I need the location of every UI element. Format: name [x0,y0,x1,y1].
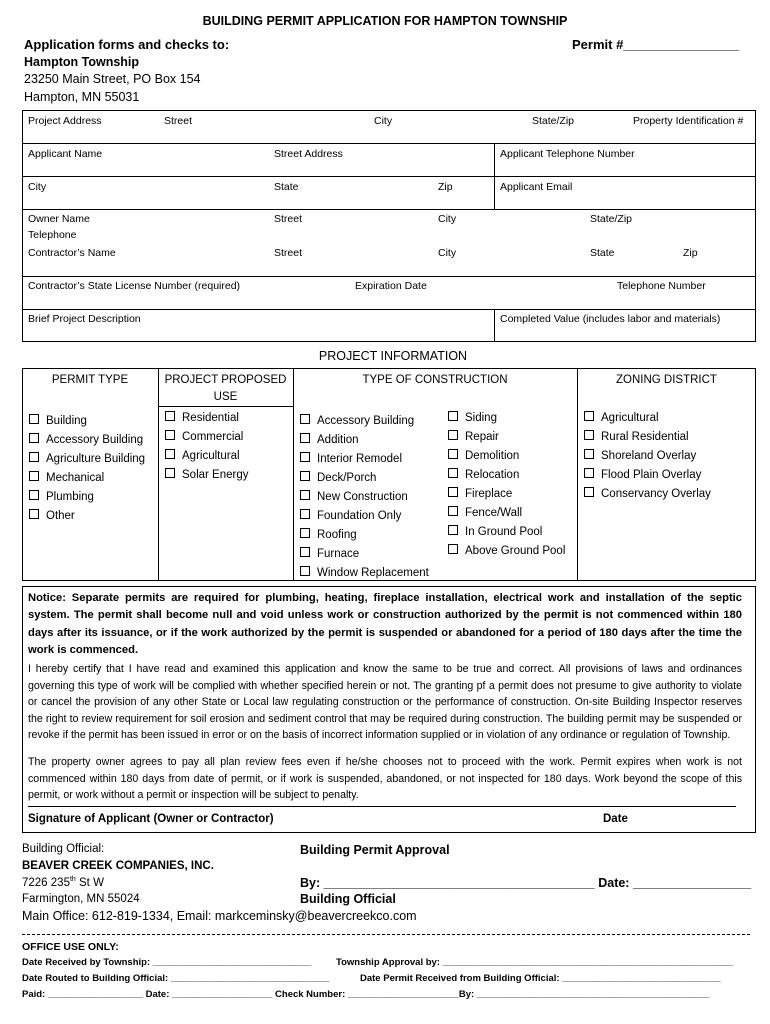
construction-repair-checkbox[interactable]: Repair [448,430,499,443]
owner-telephone-label[interactable]: Telephone [28,229,77,241]
construction-type-header: TYPE OF CONSTRUCTION [362,374,508,386]
permit-type-other-checkbox[interactable]: Other [29,509,75,522]
township-address-line1: 23250 Main Street, PO Box 154 [24,72,201,86]
office-use-divider [22,934,750,935]
office-use-title: OFFICE USE ONLY: [22,941,119,953]
construction-fence-wall-checkbox[interactable]: Fence/Wall [448,506,522,519]
zoning-district-header: ZONING DISTRICT [616,374,717,386]
project-street-label[interactable]: Street [164,115,193,127]
construction-in-ground-pool-checkbox[interactable]: In Ground Pool [448,525,542,538]
construction-furnace-checkbox[interactable]: Furnace [300,547,359,560]
row-divider [158,406,294,407]
use-solar-energy-checkbox[interactable]: Solar Energy [165,468,248,481]
payment-line-field[interactable]: Paid: __________________ Date: ___________________ Check Number: _____________________By: ____________________________________________ [22,989,710,1000]
use-residential-checkbox[interactable]: Residential [165,411,239,424]
project-info-heading: PROJECT INFORMATION [318,349,468,363]
date-received-township-field[interactable]: Date Received by Township: ______________________________ [22,957,312,968]
company-name: BEAVER CREEK COMPANIES, INC. [22,860,214,872]
fees-text: The property owner agrees to pay all plan review fees even if he/she chooses not to proceed with the work. Permit expires when work is not commenced within 180 days from date of permit, or if work is suspended, abandoned, or not inspected for 180 days. Work beyond the scope of this permit, or work without a permit or inspection will be subject to penalty. [28,756,742,802]
construction-accessory-building-checkbox[interactable]: Accessory Building [300,414,414,427]
construction-roofing-checkbox[interactable]: Roofing [300,528,357,541]
owner-city-label[interactable]: City [438,213,457,225]
contractor-name-label[interactable]: Contractor’s Name [28,247,116,259]
owner-state-zip-label[interactable]: State/Zip [590,213,633,225]
township-address-line2: Hampton, MN 55031 [24,90,140,104]
col-divider [577,368,578,581]
applicant-zip-label[interactable]: Zip [438,181,453,193]
date-permit-received-field[interactable]: Date Permit Received from Building Official: ______________________________ [360,973,721,984]
signature-date-label: Date [603,813,628,825]
construction-relocation-checkbox[interactable]: Relocation [448,468,519,481]
applicant-state-label[interactable]: State [274,181,299,193]
notice-text: Notice: Separate permits are required for plumbing, heating, fireplace installation, electrical work and installation of the septic system. The permit shall become null and void unless work or construction authorized by the permit is not commenced within 180 days after its issuance, or if the work authorized by the permit is suspended or abandoned for a period of 180 days after the time the work is commenced. [28,592,742,656]
construction-deck-porch-checkbox[interactable]: Deck/Porch [300,471,376,484]
permit-type-plumbing-checkbox[interactable]: Plumbing [29,490,94,503]
use-commercial-checkbox[interactable]: Commercial [165,430,243,443]
zoning-conservancy-overlay-checkbox[interactable]: Conservancy Overlay [584,487,711,500]
signature-line[interactable] [28,806,736,807]
permit-approval-heading: Building Permit Approval [300,843,450,857]
permit-type-mechanical-checkbox[interactable]: Mechanical [29,471,104,484]
contractor-state-label[interactable]: State [590,247,615,259]
project-state-zip-label[interactable]: State/Zip [532,115,575,127]
building-official-signature-label: Building Official [300,892,396,906]
certification-text: I hereby certify that I have read and examined this application and know the same to be true and correct. All provisions of laws and ordinances governing this type of work will be complied with whether specified herein or not. The granting pf a permit does not presume to give authority to violate or cancel the provision of any other State or Local law regulating construction or the performance of construction. On-site Building Inspector reserves the right to review requirement for soil erosion and sediment control that may be required during construction. The building permit may be suspended or revoke if the permit has been issued in error or on the basis of incorrect information supplied or in violation of any ordinance or regulation of Township. [28,663,742,742]
permit-type-building-checkbox[interactable]: Building [29,414,87,427]
township-approval-field[interactable]: Township Approval by: _______________________________________________________ [336,957,734,968]
project-description-label[interactable]: Brief Project Description [28,313,141,325]
applicant-name-label[interactable]: Applicant Name [28,148,103,160]
construction-window-replacement-checkbox[interactable]: Window Replacement [300,566,429,579]
construction-demolition-checkbox[interactable]: Demolition [448,449,519,462]
construction-new-construction-checkbox[interactable]: New Construction [300,490,408,503]
col-divider [494,309,495,342]
zoning-rural-residential-checkbox[interactable]: Rural Residential [584,430,689,443]
row-divider [22,176,756,177]
proposed-use-header: PROJECT PROPOSED [164,374,287,386]
applicant-form-grid [22,110,756,342]
township-name: Hampton Township [24,55,140,69]
permit-number-field[interactable]: Permit #________________ [572,37,739,52]
forms-to-heading: Application forms and checks to: [24,37,230,52]
zoning-flood-plain-overlay-checkbox[interactable]: Flood Plain Overlay [584,468,701,481]
project-address-label[interactable]: Project Address [28,115,102,127]
contractor-city-label[interactable]: City [438,247,457,259]
expiration-date-label[interactable]: Expiration Date [355,280,427,292]
row-divider [22,309,756,310]
permit-type-header: PERMIT TYPE [51,374,129,386]
license-number-label[interactable]: Contractor’s State License Number (required) [28,280,241,292]
row-divider [22,143,756,144]
page-title: BUILDING PERMIT APPLICATION FOR HAMPTON TOWNSHIP [202,14,568,28]
owner-street-label[interactable]: Street [274,213,303,225]
company-street: 7226 235th St W [22,876,104,889]
contractor-phone-label[interactable]: Telephone Number [617,280,706,292]
permit-type-agriculture-building-checkbox[interactable]: Agriculture Building [29,452,145,465]
contractor-zip-label[interactable]: Zip [683,247,698,259]
construction-siding-checkbox[interactable]: Siding [448,411,497,424]
owner-name-label[interactable]: Owner Name [28,213,90,225]
signature-label: Signature of Applicant (Owner or Contractor) [28,813,274,825]
project-city-label[interactable]: City [374,115,393,127]
applicant-street-label[interactable]: Street Address [274,148,343,160]
col-divider [293,368,294,581]
construction-interior-remodel-checkbox[interactable]: Interior Remodel [300,452,402,465]
property-id-label[interactable]: Property Identification # [633,115,744,127]
approval-by-date-line[interactable]: By: _______________________________________ Date: _________________ [300,876,752,890]
applicant-phone-label[interactable]: Applicant Telephone Number [500,148,635,160]
use-agricultural-checkbox[interactable]: Agricultural [165,449,240,462]
construction-fireplace-checkbox[interactable]: Fireplace [448,487,512,500]
zoning-agricultural-checkbox[interactable]: Agricultural [584,411,659,424]
construction-foundation-only-checkbox[interactable]: Foundation Only [300,509,401,522]
building-official-label: Building Official: [22,843,105,855]
applicant-email-label[interactable]: Applicant Email [500,181,573,193]
completed-value-label[interactable]: Completed Value (includes labor and materials) [500,313,721,325]
contractor-street-label[interactable]: Street [274,247,303,259]
construction-addition-checkbox[interactable]: Addition [300,433,359,446]
col-divider [494,143,495,209]
permit-type-accessory-building-checkbox[interactable]: Accessory Building [29,433,143,446]
company-city: Farmington, MN 55024 [22,893,140,905]
zoning-shoreland-overlay-checkbox[interactable]: Shoreland Overlay [584,449,696,462]
row-divider [22,209,756,210]
proposed-use-header-line2: USE [213,391,238,403]
company-contact: Main Office: 612-819-1334, Email: markceminsky@beavercreekco.com [22,909,417,923]
applicant-city-label[interactable]: City [28,181,47,193]
construction-above-ground-pool-checkbox[interactable]: Above Ground Pool [448,544,565,557]
row-divider [22,276,756,277]
date-routed-official-field[interactable]: Date Routed to Building Official: ______________________________ [22,973,330,984]
